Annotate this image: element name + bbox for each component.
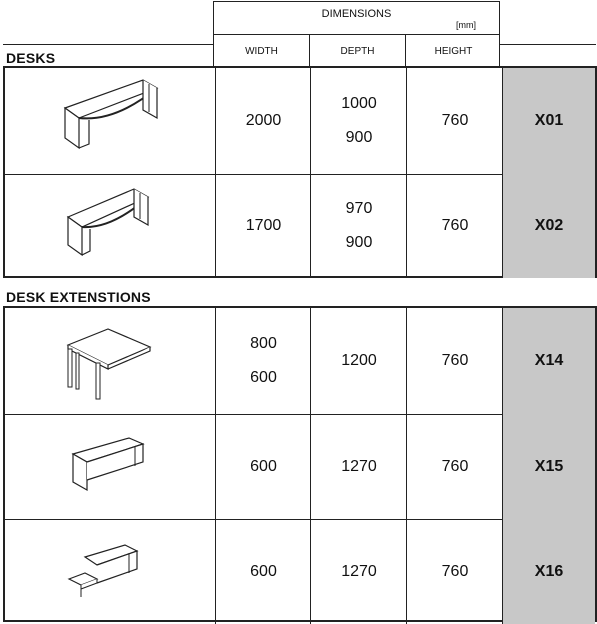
extension-panel-leg-icon [5,414,215,519]
height-value: 760 [441,112,469,129]
section-title-desks: DESKS [6,50,56,66]
table-row [5,174,595,278]
product-code-cell [502,519,595,624]
product-code: X01 [534,112,564,129]
depth-cell [310,174,407,278]
depth-value: 900 [345,234,373,251]
height-value: 760 [441,217,469,234]
depth-value: 900 [345,129,373,146]
depth-cell [310,519,407,624]
width-value: 600 [250,457,277,475]
height-value: 760 [441,562,469,580]
product-code-cell [502,68,595,174]
width-value: 600 [250,369,277,386]
section-underline [3,44,213,45]
height-cell [406,414,503,519]
height-cell [406,68,503,174]
desk-curved-front-icon [5,174,215,278]
column-header-depth: DEPTH [309,35,405,68]
width-value: 1700 [245,217,282,234]
width-cell [215,414,311,519]
height-value: 760 [441,352,469,369]
dimensions-header [213,1,500,67]
section-title-desk-extensions: DESK EXTENSTIONS [6,289,151,305]
product-code: X02 [534,217,564,234]
width-value: 800 [250,335,277,352]
depth-value: 1000 [341,95,377,112]
unit-label: [mm] [456,20,476,30]
depth-value: 1200 [341,352,377,369]
desk-extensions-table [3,306,597,622]
depth-value: 1270 [341,562,377,580]
depth-cell [310,414,407,519]
width-cell [215,174,311,278]
depth-cell [310,68,407,174]
width-value: 2000 [245,112,282,129]
section-underline [500,44,596,45]
width-value: 600 [250,562,277,580]
table-row [5,308,595,415]
extension-low-panel-icon [5,519,215,624]
width-cell [215,68,311,174]
depth-cell [310,308,407,414]
product-code: X14 [534,352,564,369]
height-cell [406,174,503,278]
height-cell [406,519,503,624]
depth-value: 970 [345,200,373,217]
width-cell [215,519,311,624]
column-header-height: HEIGHT [405,35,501,68]
height-value: 760 [441,457,469,475]
product-code: X15 [534,457,564,475]
column-header-width: WIDTH [245,46,278,57]
table-row [5,519,595,624]
desk-curved-front-icon [5,68,215,174]
desks-table [3,66,597,278]
height-cell [406,308,503,414]
product-code: X16 [534,562,564,580]
extension-leg-table-icon [5,308,215,414]
width-cell [215,308,311,414]
product-code-cell [502,174,595,278]
table-row [5,414,595,520]
table-row [5,68,595,175]
product-code-cell [502,414,595,519]
product-code-cell [502,308,595,414]
dimensions-title: DIMENSIONS [321,8,392,20]
depth-value: 1270 [341,457,377,475]
